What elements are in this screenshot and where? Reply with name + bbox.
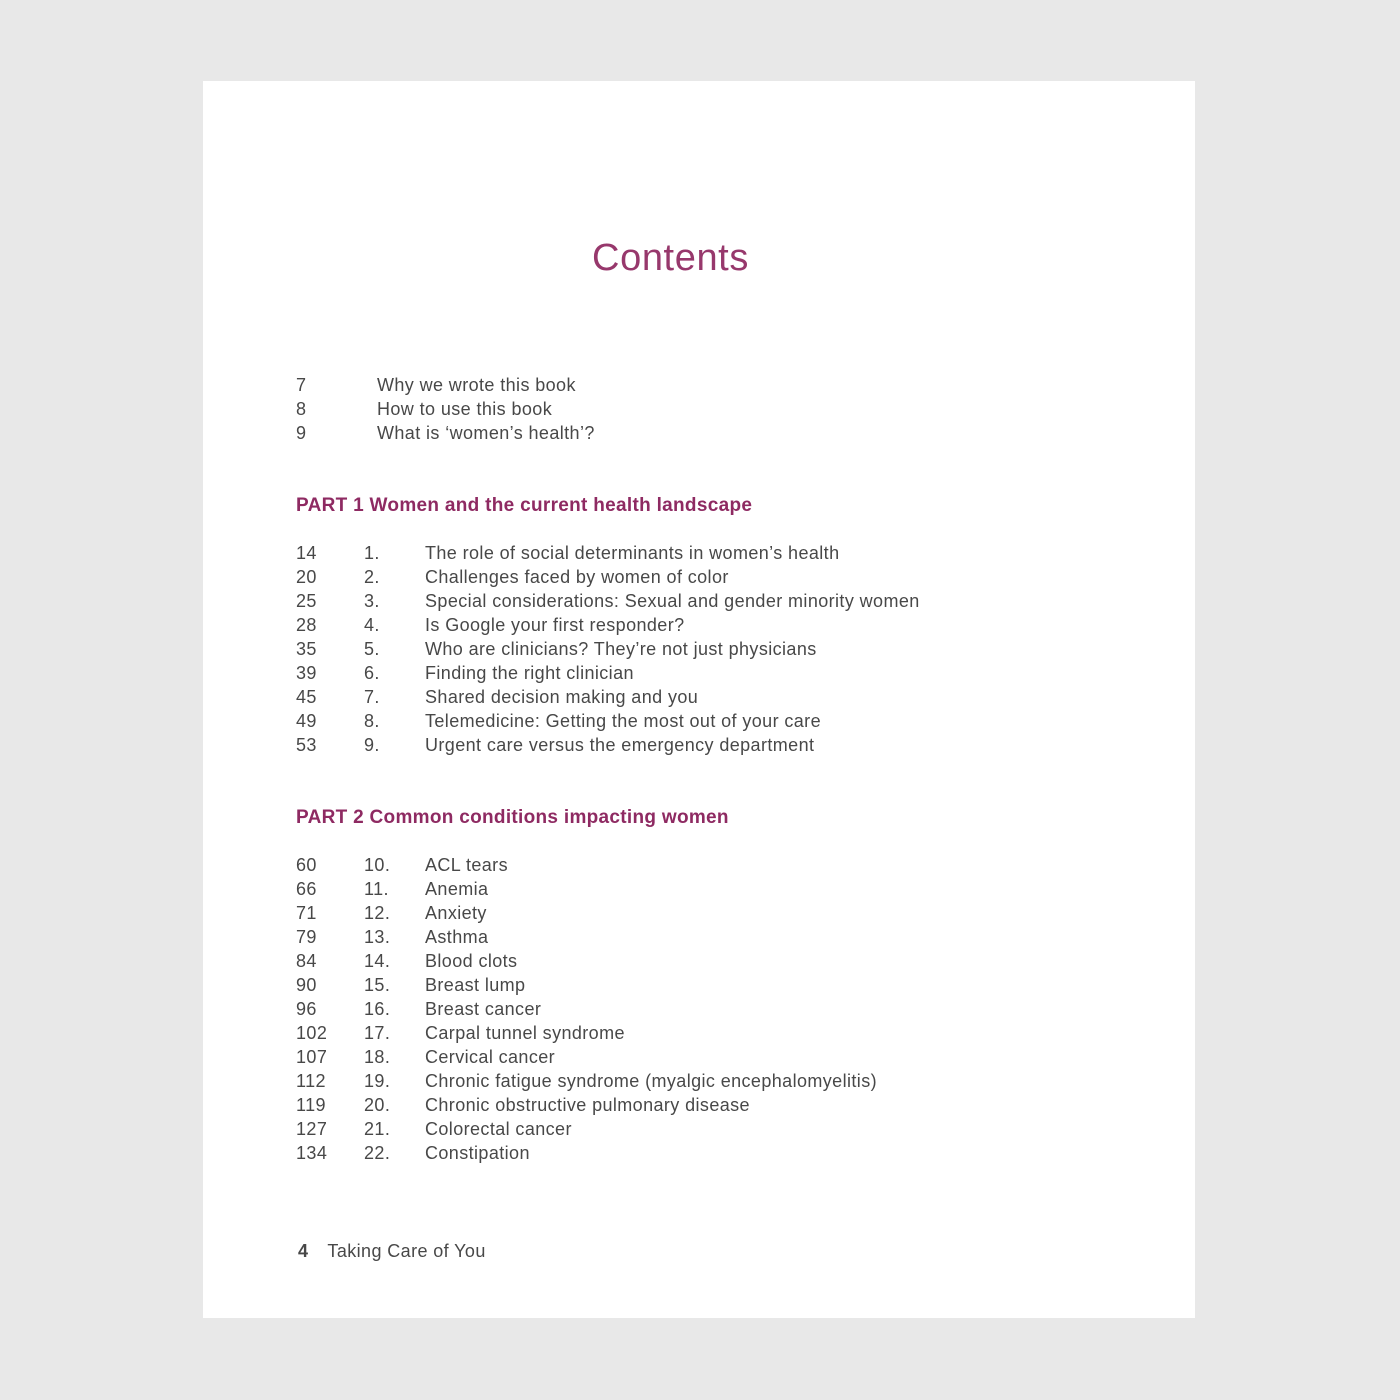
- entry-page-number: 49: [296, 711, 317, 731]
- entry-title: Colorectal cancer: [425, 1119, 572, 1139]
- entry-chapter-number: 20.: [364, 1095, 391, 1115]
- entry-title: Carpal tunnel syndrome: [425, 1023, 625, 1043]
- toc-entry: [296, 613, 1045, 637]
- entry-title: What is ‘women’s health’?: [377, 423, 595, 443]
- entry-title: Special considerations: Sexual and gender minority women: [425, 591, 920, 611]
- toc-entry: [296, 1141, 1045, 1165]
- toc-entry: [296, 709, 1045, 733]
- toc-entry: [296, 1117, 1045, 1141]
- folio-number: 4: [298, 1241, 309, 1261]
- toc-entry: [296, 925, 1045, 949]
- entry-page-number: 84: [296, 951, 317, 971]
- entry-page-number: 107: [296, 1047, 328, 1067]
- toc-entry: [296, 1093, 1045, 1117]
- toc-entry: [296, 661, 1045, 685]
- entry-title: Cervical cancer: [425, 1047, 556, 1067]
- toc-entry: [296, 373, 1045, 397]
- entry-title: Breast lump: [425, 975, 526, 995]
- entry-page-number: 112: [296, 1071, 326, 1091]
- entry-title: Chronic obstructive pulmonary disease: [425, 1095, 750, 1115]
- toc-entry: [296, 973, 1045, 997]
- entry-page-number: 79: [296, 927, 317, 947]
- entry-page-number: 127: [296, 1119, 328, 1139]
- entry-chapter-number: 18.: [364, 1047, 391, 1067]
- entry-chapter-number: 2.: [364, 567, 380, 587]
- book-title: Taking Care of You: [327, 1241, 486, 1261]
- entry-page-number: 66: [296, 879, 317, 899]
- page-title: Contents: [592, 237, 749, 279]
- entry-page-number: 119: [296, 1095, 326, 1115]
- entry-page-number: 14: [296, 543, 317, 563]
- entry-page-number: 8: [296, 399, 307, 419]
- entry-chapter-number: 11.: [364, 879, 389, 899]
- entry-page-number: 9: [296, 423, 307, 443]
- entry-chapter-number: 4.: [364, 615, 380, 635]
- toc-entry: [296, 589, 1045, 613]
- toc-entry: [296, 421, 1045, 445]
- toc-entry: [296, 637, 1045, 661]
- entry-title: Anemia: [425, 879, 489, 899]
- part-heading: PART 2 Common conditions impacting women: [296, 807, 729, 828]
- entry-chapter-number: 22.: [364, 1143, 391, 1163]
- entry-chapter-number: 21.: [364, 1119, 391, 1139]
- toc-entry: [296, 997, 1045, 1021]
- toc-entry: [296, 853, 1045, 877]
- entry-page-number: 45: [296, 687, 317, 707]
- entry-page-number: 20: [296, 567, 317, 587]
- toc-entry: [296, 1021, 1045, 1045]
- toc-entry: [296, 733, 1045, 757]
- entry-title: Telemedicine: Getting the most out of your care: [425, 711, 821, 731]
- entry-chapter-number: 10.: [364, 855, 391, 875]
- entry-page-number: 53: [296, 735, 317, 755]
- entry-page-number: 7: [296, 375, 307, 395]
- entry-chapter-number: 5.: [364, 639, 380, 659]
- toc-entry: [296, 1069, 1045, 1093]
- entry-title: Anxiety: [425, 903, 487, 923]
- entry-page-number: 25: [296, 591, 317, 611]
- entry-chapter-number: 8.: [364, 711, 380, 731]
- entry-chapter-number: 7.: [364, 687, 380, 707]
- toc-entry: [296, 397, 1045, 421]
- toc-entry: [296, 901, 1045, 925]
- entry-chapter-number: 6.: [364, 663, 380, 683]
- entry-chapter-number: 12.: [364, 903, 391, 923]
- entry-page-number: 90: [296, 975, 317, 995]
- entry-chapter-number: 16.: [364, 999, 391, 1019]
- entry-title: Asthma: [425, 927, 489, 947]
- part-heading: PART 1 Women and the current health landscape: [296, 495, 753, 516]
- toc-entry: [296, 877, 1045, 901]
- entry-title: ACL tears: [425, 855, 508, 875]
- entry-title: Constipation: [425, 1143, 530, 1163]
- front-matter-list: [296, 373, 1045, 445]
- entry-page-number: 28: [296, 615, 317, 635]
- entry-title: The role of social determinants in women’s health: [425, 543, 840, 563]
- toc-entry: [296, 949, 1045, 973]
- entry-chapter-number: 1.: [364, 543, 380, 563]
- entry-chapter-number: 14.: [364, 951, 391, 971]
- entry-page-number: 102: [296, 1023, 328, 1043]
- entry-title: Challenges faced by women of color: [425, 567, 729, 587]
- toc-parts: [296, 493, 1045, 1165]
- entry-page-number: 60: [296, 855, 317, 875]
- entry-title: Finding the right clinician: [425, 663, 634, 683]
- toc-entry: [296, 1045, 1045, 1069]
- entry-title: Who are clinicians? They’re not just physicians: [425, 639, 817, 659]
- entry-title: Is Google your first responder?: [425, 615, 685, 635]
- entry-title: Urgent care versus the emergency department: [425, 735, 815, 755]
- entry-page-number: 39: [296, 663, 317, 683]
- entry-page-number: 71: [296, 903, 317, 923]
- entry-title: Blood clots: [425, 951, 518, 971]
- entry-page-number: 96: [296, 999, 317, 1019]
- toc-entry: [296, 541, 1045, 565]
- entry-title: Chronic fatigue syndrome (myalgic encephalomyelitis): [425, 1071, 877, 1091]
- entry-chapter-number: 9.: [364, 735, 380, 755]
- entry-title: Why we wrote this book: [377, 375, 576, 395]
- part-entry-list: [296, 853, 1045, 1165]
- page-footer: [298, 1241, 486, 1262]
- toc-content: [203, 81, 1195, 1165]
- entry-chapter-number: 3.: [364, 591, 380, 611]
- entry-title: Shared decision making and you: [425, 687, 699, 707]
- toc-entry: [296, 685, 1045, 709]
- entry-page-number: 35: [296, 639, 317, 659]
- entry-page-number: 134: [296, 1143, 328, 1163]
- entry-title: Breast cancer: [425, 999, 542, 1019]
- entry-title: How to use this book: [377, 399, 553, 419]
- entry-chapter-number: 19.: [364, 1071, 391, 1091]
- entry-chapter-number: 13.: [364, 927, 391, 947]
- part-entry-list: [296, 541, 1045, 757]
- toc-entry: [296, 565, 1045, 589]
- entry-chapter-number: 15.: [364, 975, 391, 995]
- entry-chapter-number: 17.: [364, 1023, 391, 1043]
- book-page: [203, 81, 1195, 1318]
